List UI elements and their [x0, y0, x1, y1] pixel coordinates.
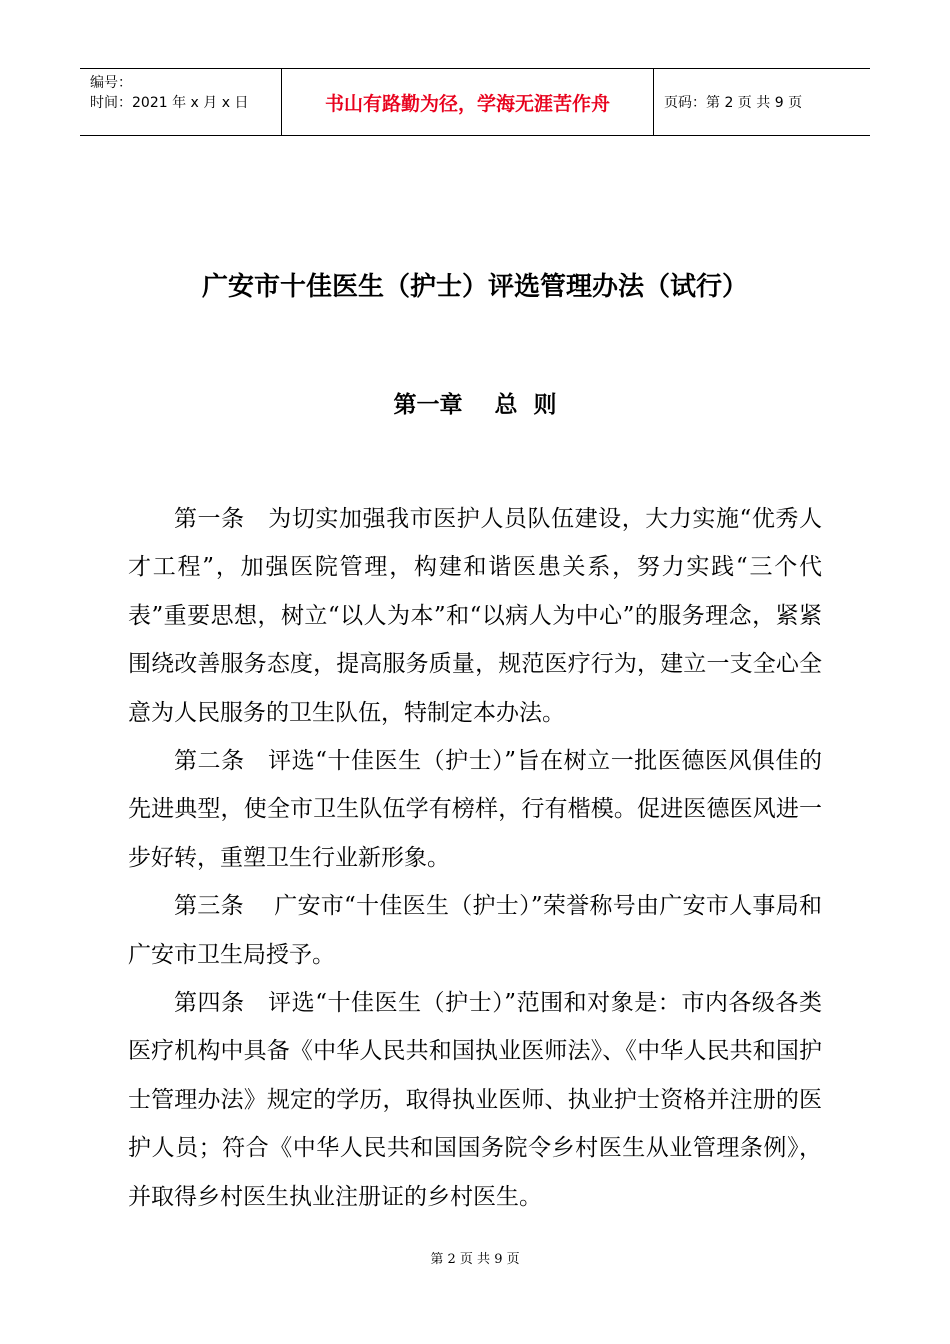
document-body — [128, 495, 822, 1221]
chapter-heading: 第一章 总 则 — [393, 392, 557, 418]
page-code: 页码：第 2 页 共 9 页 — [664, 95, 803, 111]
header-meta-cell — [80, 69, 282, 135]
document-title: 广安市十佳医生（护士）评选管理办法（试行） — [201, 272, 748, 302]
article-2: 第二条 评选“十佳医生（护士）”旨在树立一批医德医风俱佳的先进典型，使全市卫生队伍学有榜样，行有楷模。促进医德医风进一步好转，重塑卫生行业新形象。 — [128, 748, 822, 871]
number-label: 编号： — [90, 75, 132, 91]
time-label: 时间：2021 年 x 月 x 日 — [90, 95, 249, 111]
article-4: 第四条 评选“十佳医生（护士）”范围和对象是：市内各级各类医疗机构中具备《中华人民共和国执业医师法》、《中华人民共和国护士管理办法》规定的学历，取得执业医师、执业护士资格并注册的医护人员；符合《中华人民共和国国务院令乡村医生从业管理条例》，并取得乡村医生执业注册证的乡村医生。 — [128, 990, 822, 1210]
article-3: 第三条 广安市“十佳医生（护士）”荣誉称号由广安市人事局和广安市卫生局授予。 — [128, 893, 822, 968]
article-1: 第一条 为切实加强我市医护人员队伍建设，大力实施“优秀人才工程”，加强医院管理，构建和谐医患关系，努力实践“三个代表”重要思想，树立“以人为本”和“以病人为中心”的服务理念，紧紧围绕改善服务态度，提高服务质量，规范医疗行为，建立一支全心全意为人民服务的卫生队伍，特制定本办法。 — [128, 506, 822, 726]
header-table — [80, 68, 870, 136]
motto: 书山有路勤为径，学海无涯苦作舟 — [282, 69, 654, 135]
page-footer: 第 2 页 共 9 页 — [430, 1252, 520, 1267]
